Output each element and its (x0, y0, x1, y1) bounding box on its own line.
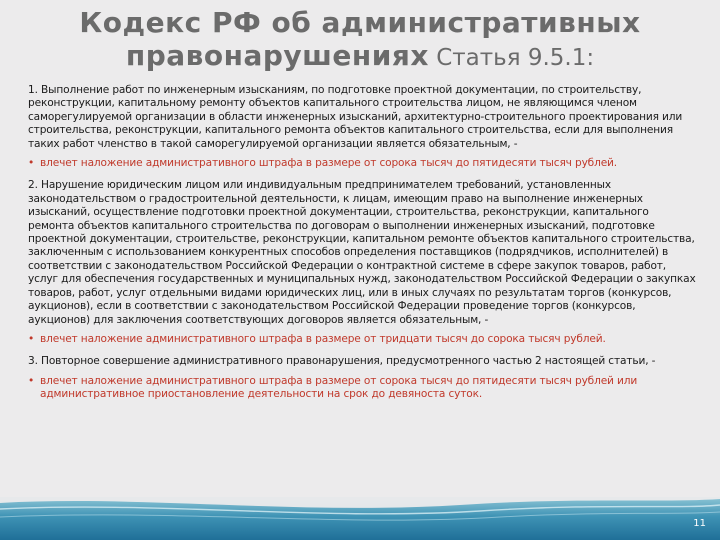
section-1-penalty-text: влечет наложение административного штрафа в размере от сорока тысяч до пятидесяти тысяч рублей. (40, 157, 618, 170)
section-1-text: 1. Выполнение работ по инженерным изысканиям, по подготовке проектной документации, по строительству, реконструкции, капитальному ремонту объектов капитального строительства лицом, не являющимся членом саморегулируемой организации в области инженерных изысканий, архитектурно-строительного проектирования или строительства, реконструкции, капитального ремонта объектов капитального строительства, если для выполнения таких работ членство в такой саморегулируемой организации является обязательным, - (28, 84, 683, 150)
footer-wave-decoration (0, 497, 720, 540)
slide-body (28, 84, 696, 411)
bullet-icon: • (28, 374, 35, 387)
title-line-1: Кодекс РФ об административных (79, 6, 641, 39)
section-1-penalty (28, 157, 696, 170)
section-2-text: 2. Нарушение юридическим лицом или индивидуальным предпринимателем требований, установленных законодательством о градостроительной деятельности, к лицам, имеющим право на выполнение инженерных изысканий, осуществление подготовки проектной документации, строительства, реконструкции, капитального ремонта объектов капитального строительства по договорам о выполнении инженерных изысканий, подготовке проектной документации, строительстве, реконструкции, капитальном ремонте объектов капитального строительства, заключенным с использованием конкурентных способов определения поставщиков (подрядчиков, исполнителей) в соответствии с законодательством Российской Федерации о контрактной системе в сфере закупок товаров, работ, услуг для обеспечения государственных и муниципальных нужд, законодательством Российской Федерации о закупках товаров, работ, услуг отдельными видами юридических лиц, или в иных случаях по результатам торгов (конкурсов, аукционов), если в соответствии с законодательством Российской Федерации проведение торгов (конкурсов, аукционов) для заключения соответствующих договоров является обязательным, - (28, 179, 696, 326)
bullet-icon: • (28, 332, 35, 345)
section-3-penalty-text: влечет наложение административного штрафа в размере от сорока тысяч до пятидесяти тысяч рублей или административное приостановление деятельности на срок до девяноста суток. (40, 374, 638, 401)
bullet-icon: • (28, 157, 35, 170)
section-2-penalty (28, 333, 696, 346)
title-line-2-bold: правонарушениях (125, 39, 429, 72)
section-2-penalty-text: влечет наложение административного штрафа в размере от тридцати тысяч до сорока тысяч рублей. (40, 332, 606, 345)
footer-wave-band (0, 497, 720, 540)
title-line-2 (0, 39, 720, 77)
page-number: 11 (693, 518, 706, 529)
title-line-2-article: Статья 9.5.1: (428, 45, 595, 71)
section-3-text: 3. Повторное совершение административного правонарушения, предусмотренного частью 2 настоящей статьи, - (28, 355, 656, 368)
section-3-penalty (28, 375, 696, 402)
slide-title (0, 6, 720, 77)
